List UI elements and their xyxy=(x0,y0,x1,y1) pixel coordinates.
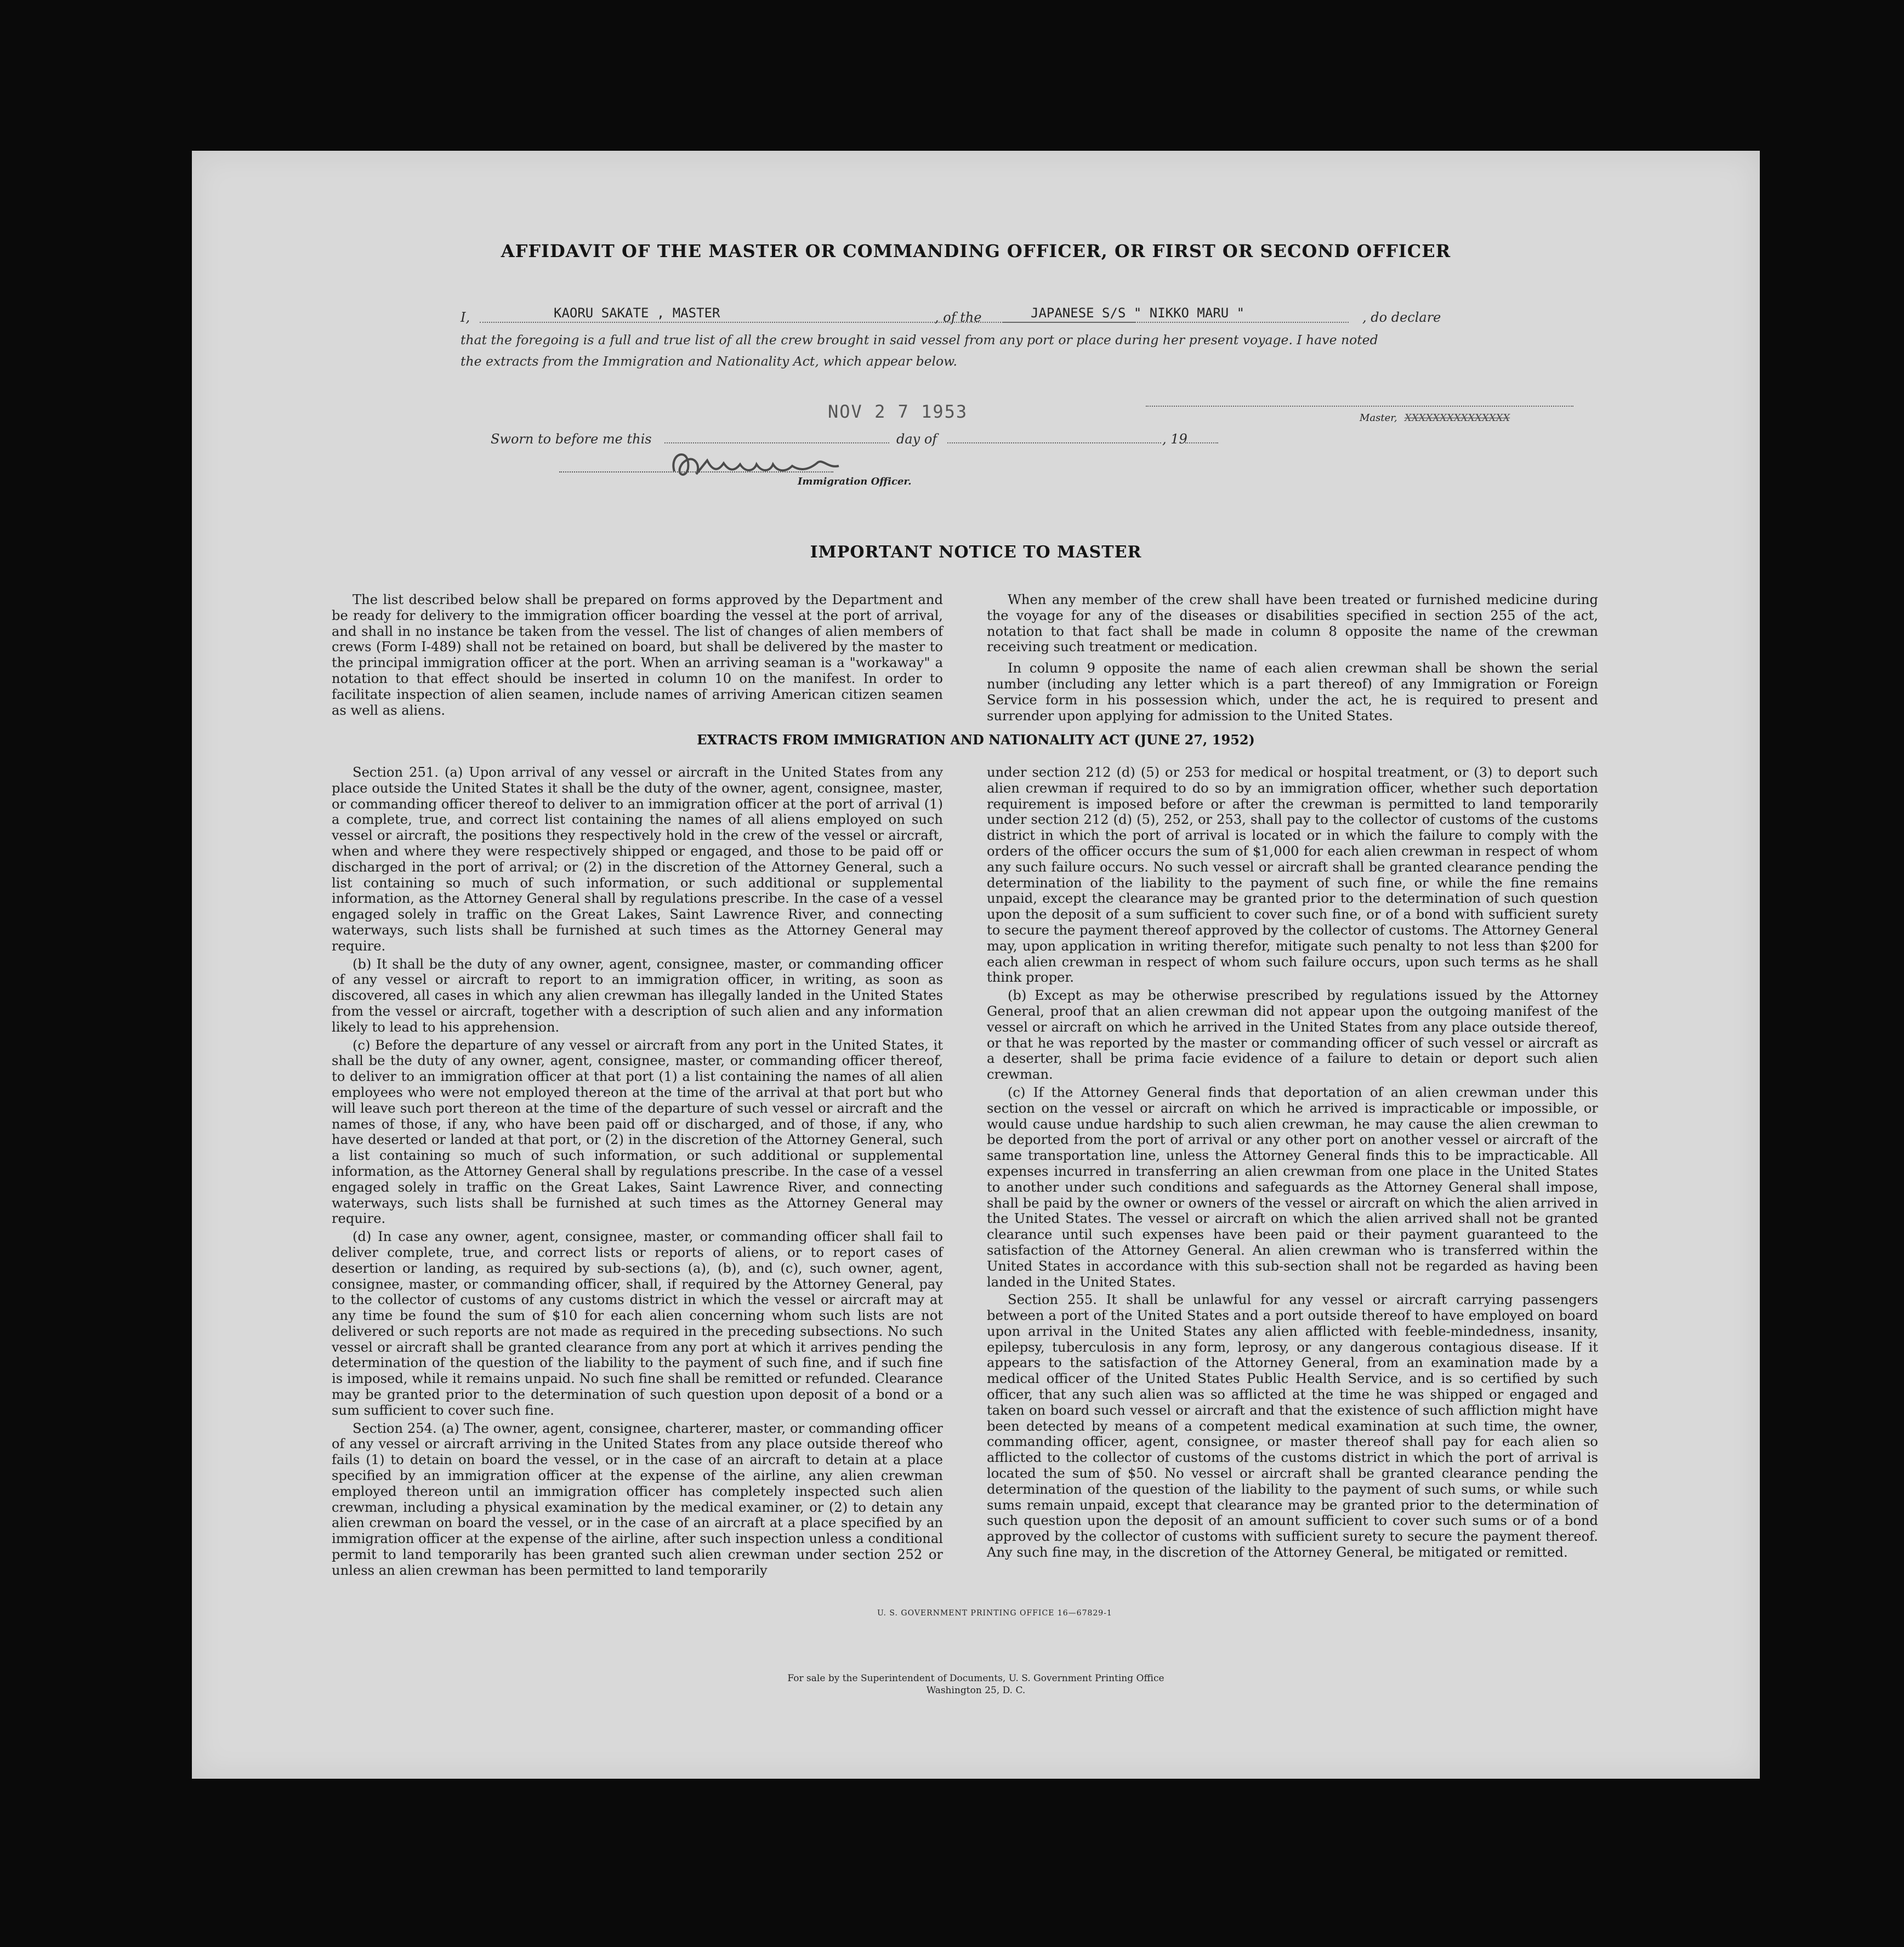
year-line xyxy=(1185,442,1218,443)
sale-line-2: Washington 25, D. C. xyxy=(926,1685,1026,1696)
extracts-right-column xyxy=(987,765,1598,1561)
notice-right-column xyxy=(987,592,1598,724)
section-254-a-continued: under section 212 (d) (5) or 253 for medical or hospital treatment, or (3) to deport such alien crewman if required to do so by an immigration officer, whether such deportation requirement is imposed before or after the crewman is permitted to land temporarily under section 212 (d) (5), 252, or 253, shall pay to the collector of customs of the customs district in which the port of arrival is located or in which the failure to comply with the orders of the officer occurs the sum of $1,000 for each alien crewman in respect of whom any such failure occurs. No such vessel or aircraft shall be granted clearance pending the determination of the liability to the payment of such fine, or while the fine remains unpaid, except the clearance may be granted prior to the determination of such question upon the deposit of a sum sufficient to cover such fine, or of a bond with sufficient surety to secure the payment thereof approved by the collector of customs. The Attorney General may, upon application in writing therefor, mitigate such penalty to not less than $200 for each alien crewman in respect of whom such failure occurs, upon such terms as he shall think proper. xyxy=(987,765,1598,986)
section-255: Section 255. It shall be unlawful for any vessel or aircraft carrying passengers between a port of the United States and a port outside thereof to have employed on board upon arrival in the United States any alien afflicted with feeble-mindedness, insanity, epilepsy, tuberculosis in any form, leprosy, or any dangerous contagious disease. If it appears to the satisfaction of the Attorney General, from an examination made by a medical officer of the United States Public Health Service, and is so certified by such officer, that any such alien was so afflicted at the time he was shipped or engaged and taken on board such vessel or aircraft and that the existence of such affliction might have been detected by means of a competent medical examination at such time, the owner, commanding officer, agent, consignee, or master thereof shall pay for each alien so afflicted to the collector of customs of the customs district in which the port of arrival is located the sum of $50. No vessel or aircraft shall be granted clearance pending the determination of the question of the liability to the payment of such sums, or while such sums remain unpaid, except that clearance may be granted prior to the determination of such question upon the deposit of an amount sufficient to cover such sums or of a bond approved by the collector of customs with sufficient surety to secure the payment thereof. Any such fine may, in the discretion of the Attorney General, be mitigated or remitted. xyxy=(987,1292,1598,1561)
sale-notice xyxy=(192,1672,1760,1696)
section-251-b: (b) It shall be the duty of any owner, agent, consignee, master, or commanding officer of any vessel or aircraft to report to an immigration officer, in writing, as soon as discovered, all cases in which any alien crewman has illegally landed in the United States from the vessel or aircraft, together with a description of such alien and any information likely to lead to his apprehension. xyxy=(332,956,943,1035)
notice-right-paragraph-2: In column 9 opposite the name of each alien crewman shall be shown the serial number (including any letter which is a part thereof) of any Immigration or Foreign Service form in his possession which, under the act, he is required to present and surrender upon applying for admission to the United States. xyxy=(987,661,1598,724)
statement-line-2: the extracts from the Immigration and Nationality Act, which appear below. xyxy=(461,354,957,369)
master-label: Master, xyxy=(1360,412,1397,424)
vessel-name: JAPANESE S/S " NIKKO MARU " xyxy=(1031,305,1245,321)
extracts-left-column xyxy=(332,765,943,1579)
statement-line-1: that the foregoing is a full and true list of all the crew brought in said vessel from any port or place during her present voyage. I have noted xyxy=(461,332,1378,348)
month-line xyxy=(947,442,1161,443)
do-declare-label: , do declare xyxy=(1362,310,1441,325)
notice-title: IMPORTANT NOTICE TO MASTER xyxy=(810,543,1142,562)
extracts-title: EXTRACTS FROM IMMIGRATION AND NATIONALITY ACT (JUNE 27, 1952) xyxy=(697,732,1255,748)
master-struck-text: XXXXXXXXXXXXXXX xyxy=(1405,412,1510,424)
section-251-c: (c) Before the departure of any vessel or aircraft from any port in the United States, it shall be the duty of any owner, agent, consignee, master, or commanding officer thereof, to deliver to an immigration officer at that port (1) a list containing the names of all alien employees who were not employed thereon at the time of the arrival at that port but who will leave such port thereon at the time of the departure of such vessel or aircraft and the names of those, if any, who have been paid off or discharged, and of those, if any, who have deserted or landed at that port, or (2) in the discretion of the Attorney General, such a list containing so much of such information, or such additional or supplemental information, as the Attorney General shall by regulations prescribe. In the case of a vessel engaged solely in traffic on the Great Lakes, Saint Lawrence River, and connecting waterways, such lists shall be furnished at such times as the Attorney General may require. xyxy=(332,1037,943,1227)
immigration-officer-label: Immigration Officer. xyxy=(798,476,912,487)
notice-left-paragraph: The list described below shall be prepared on forms approved by the Department and be ready for delivery to the immigration officer boarding the vessel at the port of arrival, and shall in no instance be taken from the vessel. The list of changes of alien members of crews (Form I-489) shall not be retained on board, but shall be delivered by the master to the principal immigration officer at the port. When an arriving seaman is a "workaway" a notation to that effect should be inserted in column 10 on the manifest. In order to facilitate inspection of alien seamen, include names of arriving American citizen seamen as well as aliens. xyxy=(332,592,943,718)
officer-signature-line xyxy=(559,471,833,472)
notice-right-paragraph-1: When any member of the crew shall have been treated or furnished medicine during the voyage for any of the diseases or disabilities specified in section 255 of the act, notation to that fact shall be made in column 8 opposite the name of the crewman receiving such treatment or medication. xyxy=(987,592,1598,655)
day-of-label: day of xyxy=(896,431,937,447)
i-label: I, xyxy=(461,310,470,325)
section-254-b: (b) Except as may be otherwise prescribed by regulations issued by the Attorney General, proof that an alien crewman did not appear upon the outgoing manifest of the vessel or aircraft on which he arrived in the United States from any place outside thereof, or that he was reported by the master or commanding officer of such vessel or aircraft as a deserter, shall be prima facie evidence of a failure to detain or deport such alien crewman. xyxy=(987,988,1598,1083)
date-stamp: NOV 2 7 1953 xyxy=(828,401,968,422)
sworn-label: Sworn to before me this xyxy=(491,431,652,447)
notice-left-column xyxy=(332,592,943,718)
of-the-label: , of the xyxy=(935,310,982,325)
section-254-a: Section 254. (a) The owner, agent, consignee, charterer, master, or commanding officer of any vessel or aircraft arriving in the United States from any place outside thereof who fails (1) to detain on board the vessel, or in the case of an aircraft to detain at a place specified by an immigration officer at the expense of the airline, any alien crewman employed thereon until an immigration officer has completely inspected such alien crewman, including a physical examination by the medical examiner, or (2) to detain any alien crewman on board the vessel, or in the case of an aircraft at a place specified by an immigration officer at the expense of the airline, after such inspection unless a conditional permit to land temporarily has been granted such alien crewman under section 252 or unless an alien crewman has been permitted to land temporarily xyxy=(332,1420,943,1578)
section-251-d: (d) In case any owner, agent, consignee, master, or commanding officer shall fail to deliver complete, true, and correct lists or reports of aliens, or to report cases of desertion or landing, as required by sub-sections (a), (b), and (c), such owner, agent, consignee, master, or commanding officer, shall, if required by the Attorney General, pay to the collector of customs of any customs district in which the vessel or aircraft may at any time be found the sum of $10 for each alien concerning whom such lists are not delivered or such reports are not made as required in the preceding subsections. No such vessel or aircraft shall be granted clearance from any port at which it arrives pending the determination of the question of the liability to the payment of such fine, and if such fine is imposed, while it remains unpaid. No such fine shall be remitted or refunded. Clearance may be granted prior to the determination of such question upon deposit of a bond or a sum sufficient to cover such fine. xyxy=(332,1229,943,1418)
affidavit-title: AFFIDAVIT OF THE MASTER OR COMMANDING OFFICER, OR FIRST OR SECOND OFFICER xyxy=(501,241,1451,261)
year-label: , 19 xyxy=(1162,431,1187,447)
section-254-c: (c) If the Attorney General finds that deportation of an alien crewman under this section on the vessel or aircraft on which he arrived is impracticable or impossible, or would cause undue hardship to such alien crewman, he may cause the alien crewman to be deported from the port of arrival or any other port on another vessel or aircraft of the same transportation line, unless the Attorney General finds this to be impracticable. All expenses incurred in transferring an alien crewman from one place in the United States to another under such conditions and safeguards as the Attorney General shall impose, shall be paid by the owner or owners of the vessel or aircraft on which the alien arrived in the United States. The vessel or aircraft on which the alien arrived shall not be granted clearance until such expenses have been paid or their payment guaranteed to the satisfaction of the Attorney General. An alien crewman who is transferred within the United States in accordance with this sub-section shall not be regarded as having been landed in the United States. xyxy=(987,1084,1598,1290)
section-251-a: Section 251. (a) Upon arrival of any vessel or aircraft in the United States from any place outside the United States it shall be the duty of the owner, agent, consignee, master, or commanding officer thereof to deliver to an immigration officer at the port of arrival (1) a complete, true, and correct list containing the names of all aliens employed on such vessel or aircraft, the positions they respectively hold in the crew of the vessel or aircraft, when and where they were respectively shipped or engaged, and those to be paid off or discharged in the port of arrival; or (2) in the discretion of the Attorney General, such a list containing so much of such information, or such additional or supplemental information, as the Attorney General shall by regulations prescribe. In the case of a vessel engaged solely in traffic on the Great Lakes, Saint Lawrence River, and connecting waterways, such lists shall be furnished at such times as the Attorney General may require. xyxy=(332,765,943,954)
declarant-name: KAORU SAKATE , MASTER xyxy=(554,305,720,321)
sale-line-1: For sale by the Superintendent of Documents, U. S. Government Printing Office xyxy=(787,1673,1164,1684)
master-signature-line xyxy=(1146,406,1573,407)
vessel-line xyxy=(1003,322,1349,323)
document-page xyxy=(192,151,1760,1779)
printer-imprint: U. S. GOVERNMENT PRINTING OFFICE 16—67829-1 xyxy=(877,1609,1112,1618)
